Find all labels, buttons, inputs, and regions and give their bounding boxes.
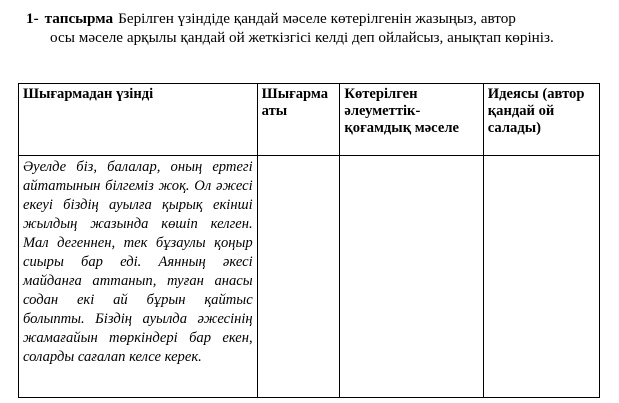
- task-text: [26, 9, 598, 47]
- task-number: 1-: [26, 10, 39, 27]
- task-instruction-line1: Берілген үзіндіде қандай мәселе көтерілгенін жазыңыз, автор: [118, 10, 516, 27]
- idea-cell[interactable]: [483, 156, 599, 398]
- social-problem-cell[interactable]: [340, 156, 483, 398]
- header-social-problem: Көтерілген әлеуметтік-қоғамдық мәселе: [340, 84, 483, 156]
- table-header-row: [19, 84, 600, 156]
- header-excerpt: Шығармадан үзінді: [19, 84, 258, 156]
- header-idea: Идеясы (автор қандай ой салады): [483, 84, 599, 156]
- task-label: тапсырма: [44, 10, 114, 27]
- table-row: [19, 156, 600, 398]
- task-instruction-rest: осы мәселе арқылы қандай ой жеткізгісі келді деп ойлайсыз, анықтап көрініз.: [50, 29, 554, 46]
- excerpt-cell: Әуелде біз, балалар, оның ертегі айтатынын білгеміз жоқ. Ол әжесі екеуі біздің ауылға қырық екінші жылдың жазында көшіп келген. Мал дегеннен, тек бұзаулы қоңыр сиыры бар еді. Аянның әкесі майданға аттанып, туған анасы содан екі ай бұрын қайтыс болыпты. Біздің ауылда әжесінің жамағайын төркіндері бар екен, соларды сағалап келсе керек.: [19, 156, 258, 398]
- work-title-cell[interactable]: [257, 156, 340, 398]
- header-work-title: Шығарма аты: [257, 84, 340, 156]
- worksheet-table: [18, 83, 600, 398]
